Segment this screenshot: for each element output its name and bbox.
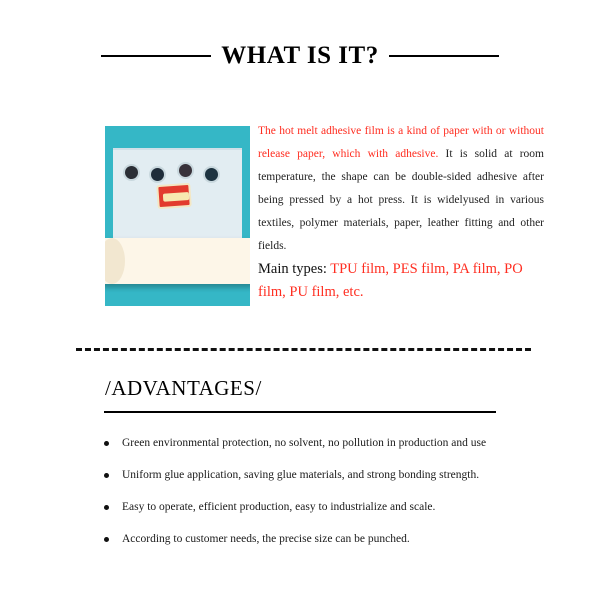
patch-icon-1 bbox=[123, 164, 140, 181]
list-item-text: Uniform glue application, saving glue materials, and strong bonding strength. bbox=[122, 469, 480, 481]
page-title-row bbox=[0, 42, 600, 70]
intro-highlight: The hot melt adhesive film is a kind of paper with or without release paper, which with adhesive. bbox=[258, 125, 544, 160]
title-rule-right bbox=[389, 55, 499, 57]
red-badge-icon bbox=[156, 183, 192, 209]
main-types-label: Main types: bbox=[258, 261, 331, 277]
bullet-icon bbox=[104, 537, 109, 542]
list-item bbox=[104, 436, 534, 451]
list-item-text: Easy to operate, efficient production, easy to industrialize and scale. bbox=[122, 501, 436, 513]
advantages-rule bbox=[104, 411, 496, 413]
main-types-line bbox=[258, 258, 548, 304]
bullet-icon bbox=[104, 473, 109, 478]
title-rule-left bbox=[101, 55, 211, 57]
advantages-list bbox=[104, 436, 534, 564]
list-item bbox=[104, 500, 534, 515]
list-item bbox=[104, 532, 534, 547]
main-types-value: TPU film, PES film, PA film, PO film, PU film, etc. bbox=[258, 261, 523, 300]
list-item-text: According to customer needs, the precise size can be punched. bbox=[122, 533, 410, 545]
patch-icon-4 bbox=[203, 166, 220, 183]
dashed-divider bbox=[76, 348, 531, 351]
patch-icon-3 bbox=[177, 162, 194, 179]
list-item-text: Green environmental protection, no solvent, no pollution in production and use bbox=[122, 437, 487, 449]
product-photo bbox=[105, 126, 250, 306]
bullet-icon bbox=[104, 505, 109, 510]
intro-paragraph bbox=[258, 120, 544, 258]
advantages-heading: /ADVANTAGES/ bbox=[105, 376, 262, 400]
bullet-icon bbox=[104, 441, 109, 446]
patch-icon-2 bbox=[149, 166, 166, 183]
intro-rest: It is solid at room temperature, the shape can be double-sided adhesive after being pressed by a hot press. It is widelyused in various textiles, polymer materials, paper, leather fitting and other fields. bbox=[258, 148, 544, 252]
film-roll bbox=[105, 238, 250, 284]
page-title: WHAT IS IT? bbox=[221, 42, 379, 69]
list-item bbox=[104, 468, 534, 483]
